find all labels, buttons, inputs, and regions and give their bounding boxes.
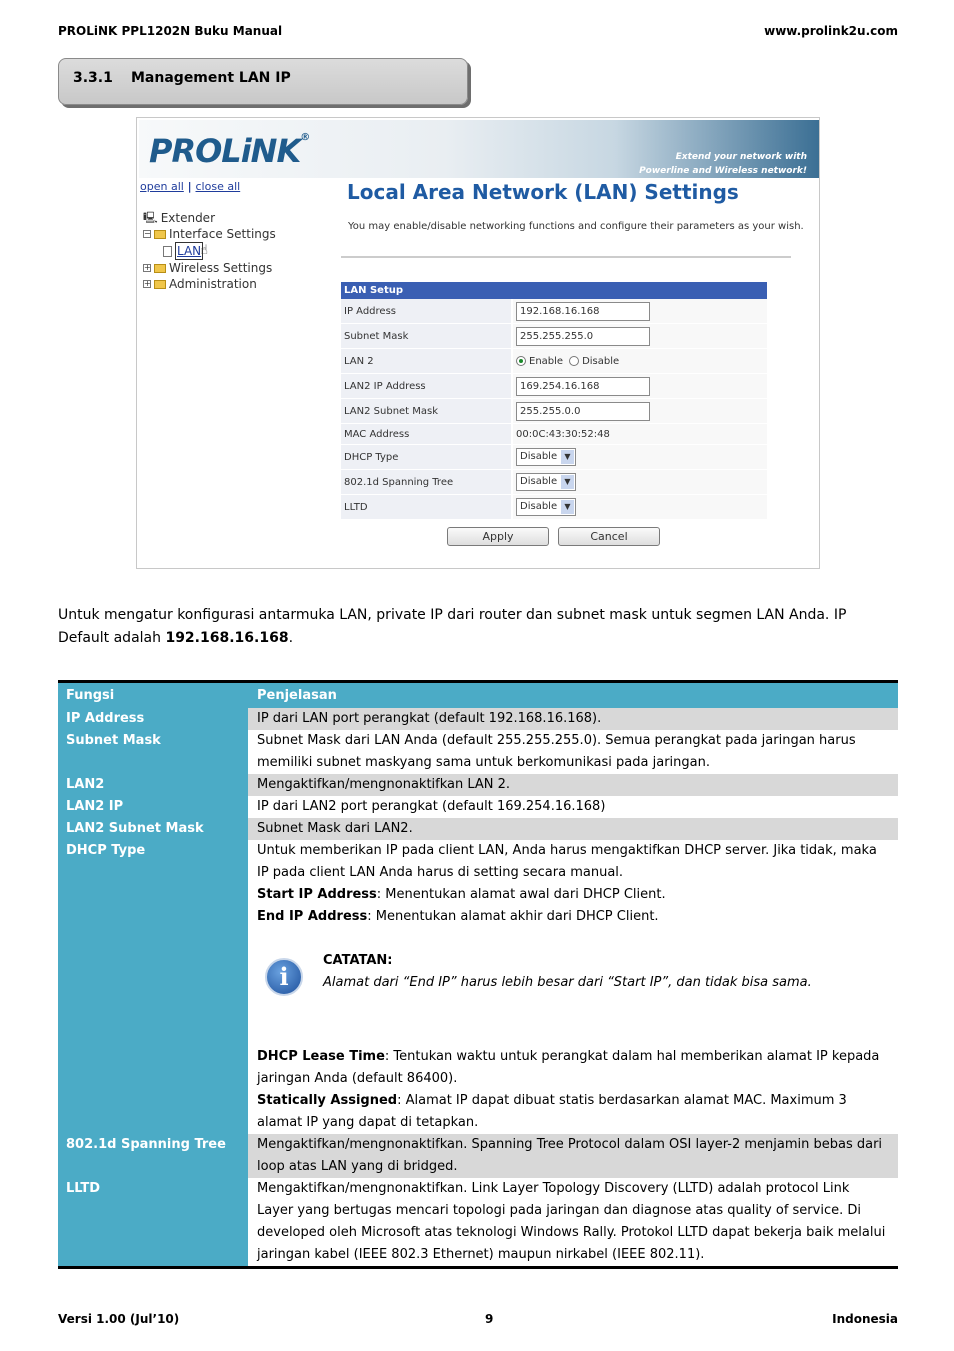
lan2-enable-radio[interactable] bbox=[516, 356, 526, 366]
lan-setup-header: LAN Setup bbox=[341, 282, 767, 299]
lan-page-title: Local Area Network (LAN) Settings bbox=[347, 180, 739, 204]
note-text: Alamat dari “End IP” harus lebih besar dari “Start IP”, dan tidak bisa sama. bbox=[323, 975, 812, 990]
table-row: IP Address IP dari LAN port perangkat (default 192.168.16.168). bbox=[58, 708, 898, 730]
row-mac-address: MAC Address 00:0C:43:30:52:48 bbox=[341, 424, 767, 445]
row-lan2-ip: LAN2 IP Address 169.254.16.168 bbox=[341, 374, 767, 399]
row-spanning-tree: 802.1d Spanning Tree Disable ▼ bbox=[341, 470, 767, 495]
row-ip-address: IP Address 192.168.16.168 bbox=[341, 299, 767, 324]
ip-address-input[interactable]: 192.168.16.168 bbox=[516, 302, 650, 321]
tree-item-administration[interactable]: + Administration bbox=[144, 277, 257, 291]
row-dhcp-type: DHCP Type Disable ▼ bbox=[341, 445, 767, 470]
lan-settings-screenshot bbox=[136, 117, 820, 569]
hand-cursor-icon: ☝ bbox=[200, 243, 209, 258]
open-all-link[interactable]: open all bbox=[140, 180, 184, 193]
tree-item-extender[interactable]: 🖳 Extender bbox=[143, 211, 215, 225]
note-box bbox=[257, 950, 888, 996]
cancel-button[interactable]: Cancel bbox=[558, 527, 660, 546]
nav-tree bbox=[143, 210, 276, 292]
chevron-down-icon: ▼ bbox=[561, 475, 574, 489]
tree-item-wireless-settings[interactable]: + Wireless Settings bbox=[144, 261, 273, 275]
row-lan2-mask: LAN2 Subnet Mask 255.255.0.0 bbox=[341, 399, 767, 424]
folder-icon bbox=[154, 230, 166, 239]
col-penjelasan: Penjelasan bbox=[248, 683, 898, 708]
tree-item-lan[interactable]: LAN ☝ bbox=[143, 242, 276, 260]
lan-setup-table bbox=[341, 282, 767, 520]
tree-item-interface-settings[interactable]: − Interface Settings bbox=[144, 227, 276, 241]
table-row: LLTD Mengaktifkan/mengnonaktifkan. Link Layer Topology Discovery (LLTD) adalah protocol Link Layer yang bertugas mencari topologi pada jaringan dan diagnose atas quality of service. Di developed oleh Microsoft atas teknologi Windows Rally. Protokol LLTD dapat bekerja baik melalui jaringan kabel (IEEE 802.3 Ethernet) maupun nirkabel (IEEE 802.11). bbox=[58, 1178, 898, 1266]
row-lan2: LAN 2 Enable Disable bbox=[341, 349, 767, 374]
prolink-logo: PROLiNK® bbox=[149, 132, 310, 170]
mac-address-value: 00:0C:43:30:52:48 bbox=[513, 424, 767, 444]
expand-icon: + bbox=[144, 263, 151, 272]
close-all-link[interactable]: close all bbox=[195, 180, 241, 193]
computer-icon: 🖳 bbox=[143, 211, 158, 224]
page-icon bbox=[163, 246, 172, 257]
banner-tagline: Extend your network with Powerline and Wireless network! bbox=[639, 152, 807, 176]
collapse-icon: − bbox=[144, 229, 151, 238]
folder-icon bbox=[154, 264, 166, 273]
table-row: DHCP Type Untuk memberikan IP pada client LAN, Anda harus mengaktifkan DHCP server. Jika tidak, maka IP pada client LAN Anda harus di setting secara manual. Start IP Address: Menentukan alamat awal dari DHCP Client. End IP Address: Menentukan alamat akhir dari DHCP Client. i CATATAN: Alamat dari “End IP” harus lebih besar dari “Start IP”, dan tidak bisa sama. DHCP Lease Time: Tentukan waktu untuk perangkat dalam hal memberikan alamat IP kepada jaringan Anda (default 86400). Statically Assigned: Alamat IP dapat dibuat statis berdasarkan alamat MAC. Maximum 3 alamat IP yang dapat di tetapkan. bbox=[58, 840, 898, 1134]
spanning-tree-select[interactable]: Disable ▼ bbox=[516, 473, 576, 491]
default-ip: 192.168.16.168 bbox=[165, 630, 289, 646]
note-title: CATATAN: bbox=[323, 953, 393, 968]
doc-header-url: www.prolink2u.com bbox=[764, 24, 898, 38]
expand-icon: + bbox=[144, 279, 151, 288]
table-row: 802.1d Spanning Tree Mengaktifkan/mengnonaktifkan. Spanning Tree Protocol dalam OSI layer-2 menjamin bebas dari loop atas LAN yang di bridged. bbox=[58, 1134, 898, 1178]
lan2-disable-radio[interactable] bbox=[569, 356, 579, 366]
row-subnet-mask: Subnet Mask 255.255.255.0 bbox=[341, 324, 767, 349]
subnet-mask-input[interactable]: 255.255.255.0 bbox=[516, 327, 650, 346]
lan2-mask-input[interactable]: 255.255.0.0 bbox=[516, 402, 650, 421]
footer-language: Indonesia bbox=[832, 1312, 898, 1326]
dhcp-type-select[interactable]: Disable ▼ bbox=[516, 448, 576, 466]
lan2-ip-input[interactable]: 169.254.16.168 bbox=[516, 377, 650, 396]
function-table bbox=[58, 680, 898, 1269]
col-fungsi: Fungsi bbox=[58, 683, 248, 708]
apply-button[interactable]: Apply bbox=[447, 527, 549, 546]
prolink-banner bbox=[139, 120, 819, 178]
divider bbox=[341, 256, 791, 258]
tree-links: open all | close all bbox=[140, 180, 241, 193]
lltd-select[interactable]: Disable ▼ bbox=[516, 498, 576, 516]
table-header-row bbox=[58, 683, 898, 708]
table-row: Subnet Mask Subnet Mask dari LAN Anda (default 255.255.255.0). Semua perangkat pada jaringan harus memiliki subnet maskyang sama untuk berkomunikasi pada jaringan. bbox=[58, 730, 898, 774]
section-number: 3.3.1 bbox=[73, 70, 113, 86]
table-row: LAN2 IP IP dari LAN2 port perangkat (default 169.254.16.168) bbox=[58, 796, 898, 818]
info-icon: i bbox=[265, 958, 303, 996]
lan-page-description: You may enable/disable networking functions and configure their parameters as your wish. bbox=[348, 221, 804, 232]
chevron-down-icon: ▼ bbox=[561, 500, 574, 514]
section-title: Management LAN IP bbox=[131, 70, 291, 86]
folder-icon bbox=[154, 280, 166, 289]
intro-paragraph: Untuk mengatur konfigurasi antarmuka LAN, private IP dari router dan subnet mask untuk segmen LAN Anda. IP Default adalah 192.168.16.168. bbox=[58, 607, 847, 646]
chevron-down-icon: ▼ bbox=[561, 450, 574, 464]
table-row: LAN2 Subnet Mask Subnet Mask dari LAN2. bbox=[58, 818, 898, 840]
table-row: LAN2 Mengaktifkan/mengnonaktifkan LAN 2. bbox=[58, 774, 898, 796]
footer-version: Versi 1.00 (Jul’10) bbox=[58, 1312, 180, 1326]
footer-page-number: 9 bbox=[485, 1312, 494, 1326]
row-lltd: LLTD Disable ▼ bbox=[341, 495, 767, 520]
doc-header-title: PROLiNK PPL1202N Buku Manual bbox=[58, 24, 283, 38]
section-heading bbox=[58, 58, 468, 105]
